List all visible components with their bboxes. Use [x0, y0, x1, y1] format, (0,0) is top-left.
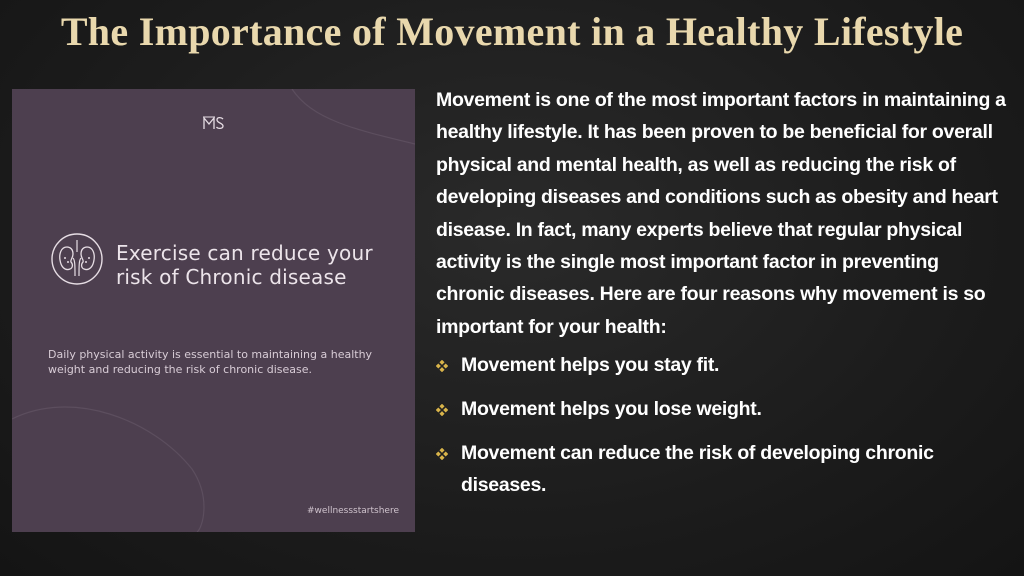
diamond-bullet-icon [436, 360, 448, 372]
diamond-bullet-icon [436, 448, 448, 460]
bullet-item [436, 437, 1011, 501]
decorative-curves [12, 89, 415, 532]
slide-title: The Importance of Movement in a Healthy Lifestyle [60, 9, 964, 54]
brand-logo-mark [202, 113, 226, 133]
bullet-list [436, 349, 1011, 501]
content-column [436, 84, 1011, 513]
card-hashtag: #wellnessstartshere [307, 506, 399, 516]
bullet-item [436, 349, 1011, 381]
card-body-text: Daily physical activity is essential to maintaining a healthy weight and reducing the risk of chronic disease. [48, 348, 373, 376]
bullet-text: Movement helps you lose weight. [461, 398, 762, 421]
brand-logo [202, 113, 226, 133]
diamond-bullet-icon [436, 404, 448, 416]
intro-paragraph: Movement is one of the most important factors in maintaining a healthy lifestyle. It has been proven to be beneficial for overall physical and mental health, as well as reducing the risk of developing diseases and conditions such as obesity and heart disease. In fact, many experts believe that regular physical activity is the single most important factor in preventing chronic diseases. Here are four reasons why movement is so important for your health: [436, 89, 1006, 338]
kidneys-icon [50, 232, 104, 286]
card-heading: Exercise can reduce your risk of Chronic disease [116, 241, 373, 289]
infographic-card [12, 89, 415, 532]
bullet-text: Movement can reduce the risk of developing chronic diseases. [461, 442, 934, 497]
bullet-text: Movement helps you stay fit. [461, 354, 720, 377]
bullet-item [436, 393, 1011, 425]
